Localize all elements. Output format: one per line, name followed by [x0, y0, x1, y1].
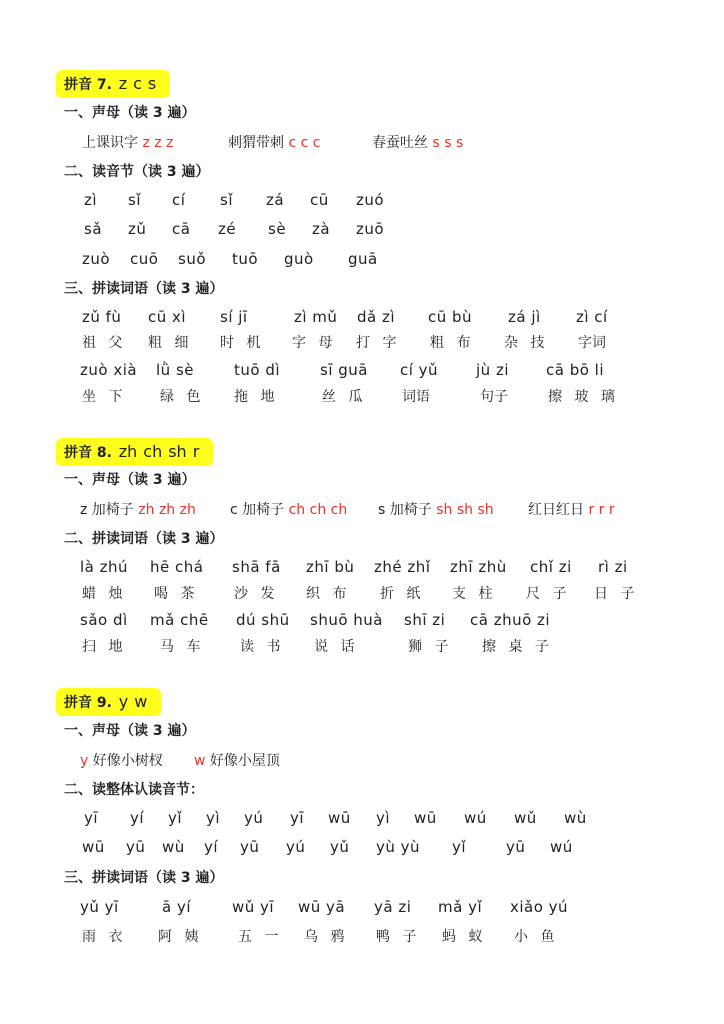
- word-hanzi: 丝 瓜: [322, 389, 367, 405]
- word-pinyin: yā zi: [374, 898, 412, 916]
- shengmu-letters: c c c: [288, 135, 321, 151]
- word-hanzi: 雨 衣: [82, 929, 127, 945]
- lesson8-letter: r: [192, 442, 200, 461]
- shengmu-letters: w: [194, 753, 206, 769]
- lesson7-section3-heading: 三、拼读词语（读 3 遍）: [64, 281, 224, 297]
- shengmu-letters: y: [80, 753, 89, 769]
- syllable: wū: [82, 838, 105, 856]
- shengmu-letters: z z z: [142, 135, 174, 151]
- syllable: wù: [564, 809, 587, 827]
- shengmu-letters: r r r: [588, 502, 615, 518]
- word-hanzi: 坐 下: [82, 389, 127, 405]
- lesson7-section1-heading: 一、声母（读 3 遍）: [64, 105, 196, 121]
- shengmu-label: z 加椅子: [80, 502, 134, 518]
- word-hanzi: 织 布: [306, 586, 351, 602]
- syllable: yì: [376, 809, 391, 827]
- word-pinyin: dú shū: [236, 611, 290, 629]
- word-hanzi: 打 字: [356, 335, 401, 351]
- shengmu-label: 刺猬带刺: [228, 135, 284, 151]
- word-pinyin: cū xì: [148, 308, 187, 326]
- shengmu-label: c 加椅子: [230, 502, 285, 518]
- syllable: sǐ: [220, 191, 233, 209]
- word-hanzi: 读 书: [240, 639, 285, 655]
- word-pinyin: cū bù: [428, 308, 473, 326]
- word-pinyin: mǎ chē: [150, 611, 209, 629]
- lesson9-letters: [119, 692, 154, 711]
- word-pinyin: zhī bù: [306, 558, 355, 576]
- lesson9-title: 拼音 9.: [64, 695, 112, 711]
- shengmu-label: 红日红日: [528, 502, 584, 518]
- lesson9-letter: y: [118, 692, 129, 711]
- lesson8-shengmu-item: [230, 500, 347, 520]
- word-pinyin: zì cí: [576, 308, 608, 326]
- lesson8-title-badge: [56, 438, 213, 466]
- word-hanzi: 折 纸: [380, 586, 425, 602]
- lesson7-shengmu-item: [228, 133, 320, 153]
- word-hanzi: 粗 细: [148, 335, 193, 351]
- lesson9-shengmu-item: [80, 751, 163, 771]
- syllable: guò: [284, 250, 314, 268]
- lesson7-title: 拼音 7.: [64, 77, 112, 93]
- word-hanzi: 说 话: [314, 639, 359, 655]
- word-pinyin: lǜ sè: [156, 361, 194, 379]
- lesson9-title-badge: [56, 688, 161, 716]
- word-hanzi: 绿 色: [160, 389, 205, 405]
- word-pinyin: chǐ zi: [530, 558, 572, 576]
- word-hanzi: 小 鱼: [514, 929, 559, 945]
- shengmu-label: 好像小树杈: [92, 753, 163, 769]
- syllable: yū: [126, 838, 146, 856]
- word-pinyin: zǔ fù: [82, 308, 122, 326]
- lesson7-shengmu-item: [82, 133, 173, 153]
- word-hanzi: 拖 地: [234, 389, 279, 405]
- syllable: cí: [172, 191, 186, 209]
- shengmu-letters: zh zh zh: [138, 502, 196, 518]
- lesson7-title-badge: [56, 70, 170, 98]
- lesson8-title: 拼音 8.: [64, 445, 112, 461]
- syllable: yī: [290, 809, 305, 827]
- lesson8-letter: sh: [168, 442, 187, 461]
- word-pinyin: dǎ zì: [357, 308, 396, 326]
- syllable: sǎ: [84, 220, 103, 238]
- word-pinyin: yǔ yī: [80, 898, 119, 916]
- word-pinyin: sǎo dì: [80, 611, 128, 629]
- word-pinyin: mǎ yǐ: [438, 898, 483, 916]
- syllable: zé: [218, 220, 237, 238]
- syllable: suǒ: [178, 250, 206, 268]
- word-pinyin: tuō dì: [234, 361, 281, 379]
- syllable: wū: [328, 809, 351, 827]
- syllable: zì: [84, 191, 98, 209]
- word-pinyin: zhé zhǐ: [374, 558, 431, 576]
- word-pinyin: shuō huà: [310, 611, 383, 629]
- shengmu-letters: ch ch ch: [288, 502, 348, 518]
- word-pinyin: shā fā: [232, 558, 281, 576]
- syllable: wú: [464, 809, 487, 827]
- word-pinyin: hē chá: [150, 558, 204, 576]
- syllable: wú: [550, 838, 573, 856]
- word-hanzi: 杂 技: [504, 335, 549, 351]
- word-pinyin: là zhú: [80, 558, 129, 576]
- word-hanzi: 字词: [578, 335, 606, 351]
- word-hanzi: 蚂 蚁: [442, 929, 487, 945]
- word-pinyin: zì mǔ: [294, 308, 338, 326]
- word-pinyin: jù zi: [476, 361, 509, 379]
- lesson8-letter: zh: [118, 442, 138, 461]
- word-pinyin: cā zhuō zi: [470, 611, 551, 629]
- word-hanzi: 粗 布: [430, 335, 475, 351]
- word-hanzi: 擦 桌 子: [482, 639, 553, 655]
- word-hanzi: 擦 玻 璃: [548, 389, 619, 405]
- word-hanzi: 时 机: [220, 335, 265, 351]
- lesson7-shengmu-item: [372, 133, 463, 153]
- word-hanzi: 蜡 烛: [82, 586, 127, 602]
- lesson7-letter: c: [133, 74, 142, 93]
- word-hanzi: 日 子: [594, 586, 639, 602]
- lesson9-shengmu-item: [194, 751, 280, 771]
- word-pinyin: cí yǔ: [400, 361, 439, 379]
- shengmu-label: 上课识字: [82, 135, 138, 151]
- syllable: yū: [506, 838, 526, 856]
- lesson8-shengmu-item: [80, 500, 196, 520]
- word-pinyin: shī zi: [404, 611, 446, 629]
- word-pinyin: zhī zhù: [450, 558, 507, 576]
- syllable: zǔ: [128, 220, 147, 238]
- syllable: tuō: [232, 250, 259, 268]
- word-hanzi: 支 柱: [452, 586, 497, 602]
- syllable: wū: [414, 809, 437, 827]
- word-pinyin: xiǎo yú: [510, 898, 569, 916]
- syllable: yú: [244, 809, 264, 827]
- word-hanzi: 词语: [402, 389, 430, 405]
- lesson9-section3-heading: 三、拼读词语（读 3 遍）: [64, 870, 224, 886]
- syllable: yú: [286, 838, 306, 856]
- word-hanzi: 尺 子: [526, 586, 571, 602]
- syllable: yū: [240, 838, 260, 856]
- word-hanzi: 乌 鸦: [304, 929, 349, 945]
- syllable: yí: [204, 838, 219, 856]
- lesson7-letter: z: [118, 74, 128, 93]
- lesson8-letter: ch: [143, 442, 163, 461]
- syllable: zá: [266, 191, 285, 209]
- word-hanzi: 五 一: [238, 929, 283, 945]
- syllable: yǐ: [168, 809, 183, 827]
- word-pinyin: wū yā: [298, 898, 346, 916]
- syllable: yì: [206, 809, 221, 827]
- lesson8-shengmu-item: [528, 500, 615, 520]
- lesson8-section1-heading: 一、声母（读 3 遍）: [64, 472, 196, 488]
- syllable: wǔ: [514, 809, 537, 827]
- syllable: zà: [312, 220, 331, 238]
- lesson7-letters: [119, 74, 163, 93]
- shengmu-letters: sh sh sh: [436, 502, 494, 518]
- lesson9-section2-heading: 二、读整体认读音节：: [64, 782, 204, 798]
- syllable: yǔ: [330, 838, 350, 856]
- lesson8-letters: [119, 442, 206, 461]
- lesson9-letter: w: [134, 692, 148, 711]
- syllable: zuō: [356, 220, 385, 238]
- word-hanzi: 马 车: [160, 639, 205, 655]
- syllable: cā: [172, 220, 191, 238]
- syllable: sè: [268, 220, 287, 238]
- syllable: cuō: [130, 250, 159, 268]
- syllable: sǐ: [128, 191, 141, 209]
- word-hanzi: 鸭 子: [376, 929, 421, 945]
- word-pinyin: wǔ yī: [232, 898, 275, 916]
- word-hanzi: 喝 茶: [154, 586, 199, 602]
- word-hanzi: 狮 子: [408, 639, 453, 655]
- syllable: zuó: [356, 191, 385, 209]
- lesson8-section2-heading: 二、拼读词语（读 3 遍）: [64, 531, 224, 547]
- syllable: yí: [130, 809, 145, 827]
- word-pinyin: ā yí: [162, 898, 192, 916]
- shengmu-label: 春蚕吐丝: [372, 135, 428, 151]
- lesson9-section1-heading: 一、声母（读 3 遍）: [64, 723, 196, 739]
- syllable: yù yù: [376, 838, 421, 856]
- word-hanzi: 阿 姨: [158, 929, 203, 945]
- shengmu-letters: s s s: [432, 135, 464, 151]
- syllable: wù: [162, 838, 185, 856]
- word-hanzi: 扫 地: [82, 639, 127, 655]
- syllable: cū: [310, 191, 329, 209]
- word-hanzi: 沙 发: [234, 586, 279, 602]
- word-hanzi: 句子: [480, 389, 508, 405]
- word-pinyin: sī guā: [320, 361, 368, 379]
- syllable: yǐ: [452, 838, 467, 856]
- word-pinyin: sí jī: [220, 308, 248, 326]
- lesson7-section2-heading: 二、读音节（读 3 遍）: [64, 164, 210, 180]
- syllable: guā: [348, 250, 378, 268]
- syllable: zuò: [82, 250, 111, 268]
- lesson7-letter: s: [147, 74, 157, 93]
- word-pinyin: zá jì: [508, 308, 541, 326]
- word-pinyin: rì zi: [598, 558, 628, 576]
- word-hanzi: 祖 父: [82, 335, 127, 351]
- word-hanzi: 字 母: [292, 335, 337, 351]
- lesson8-shengmu-item: [378, 500, 494, 520]
- word-pinyin: zuò xià: [80, 361, 138, 379]
- syllable: yī: [84, 809, 99, 827]
- shengmu-label: 好像小屋顶: [209, 753, 280, 769]
- word-pinyin: cā bō li: [546, 361, 605, 379]
- shengmu-label: s 加椅子: [378, 502, 432, 518]
